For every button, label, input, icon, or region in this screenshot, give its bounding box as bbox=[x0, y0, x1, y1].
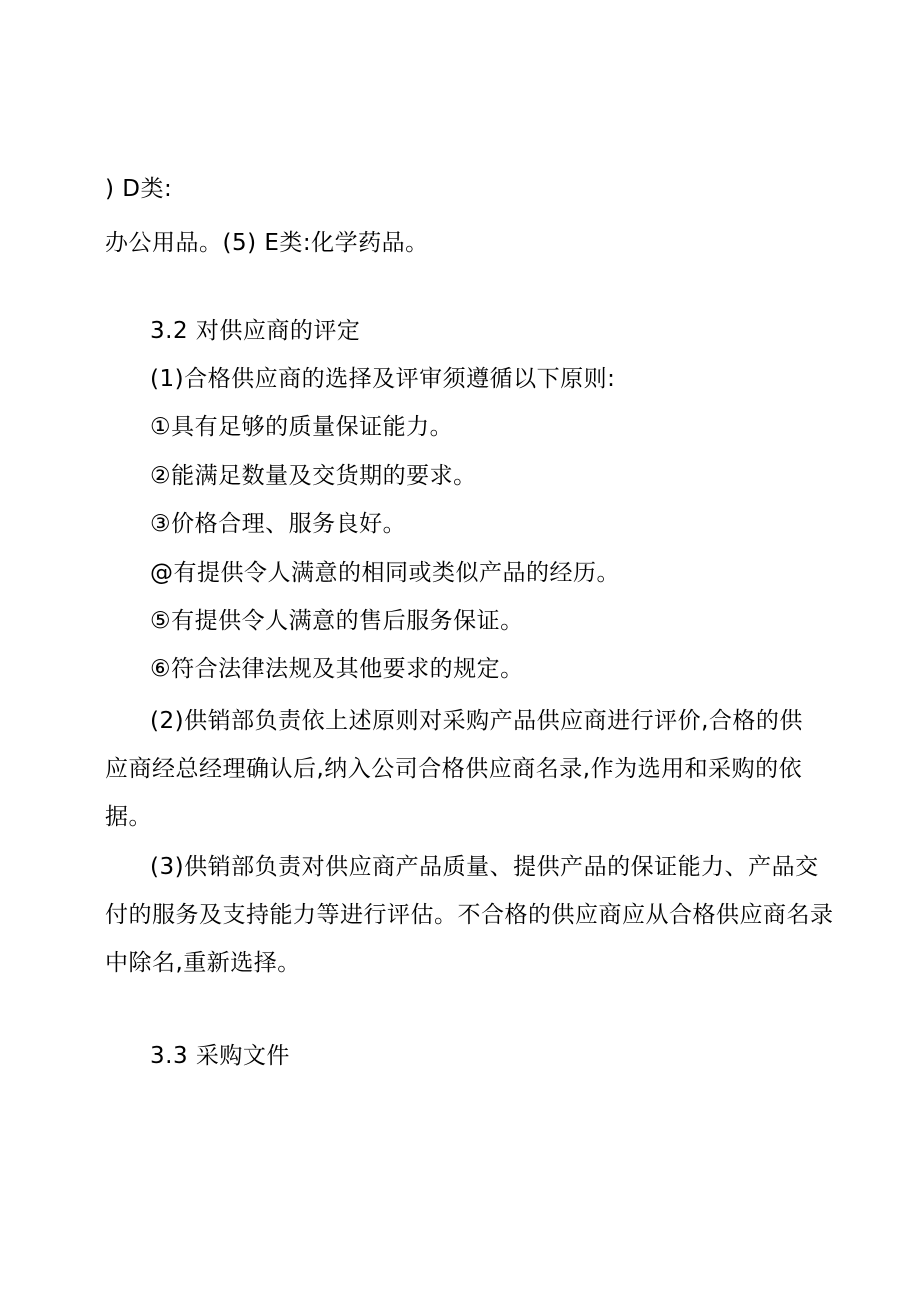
principle-item-6: ⑥符合法律法规及其他要求的规定。 bbox=[150, 656, 524, 682]
principle-intro: (1)合格供应商的选择及评审须遵循以下原则: bbox=[150, 366, 616, 392]
principle-item-3: ③价格合理、服务良好。 bbox=[150, 511, 407, 537]
category-d-line: ) D类: bbox=[105, 176, 173, 202]
category-e-line: 办公用品。(5) E类:化学药品。 bbox=[105, 230, 429, 256]
principle-item-1: ①具有足够的质量保证能力。 bbox=[150, 414, 454, 440]
principle-item-4: @有提供令人满意的相同或类似产品的经历。 bbox=[150, 560, 620, 586]
section-3-2-heading: 3.2 对供应商的评定 bbox=[150, 318, 361, 344]
principle-item-2: ②能满足数量及交货期的要求。 bbox=[150, 463, 477, 489]
paragraph-2-line-3: 据。 bbox=[105, 804, 152, 830]
paragraph-3-line-3: 中除名,重新选择。 bbox=[105, 950, 301, 976]
paragraph-3-line-1: (3)供销部负责对供应商产品质量、提供产品的保证能力、产品交 bbox=[150, 854, 819, 880]
paragraph-2-line-1: (2)供销部负责依上述原则对采购产品供应商进行评价,合格的供 bbox=[150, 708, 803, 734]
paragraph-3-line-2: 付的服务及支持能力等进行评估。不合格的供应商应从合格供应商名录 bbox=[105, 902, 834, 928]
principle-item-5: ⑤有提供令人满意的售后服务保证。 bbox=[150, 608, 524, 634]
paragraph-2-line-2: 应商经总经理确认后,纳入公司合格供应商名录,作为选用和采购的依 bbox=[105, 756, 803, 782]
section-3-3-heading: 3.3 采购文件 bbox=[150, 1043, 290, 1069]
